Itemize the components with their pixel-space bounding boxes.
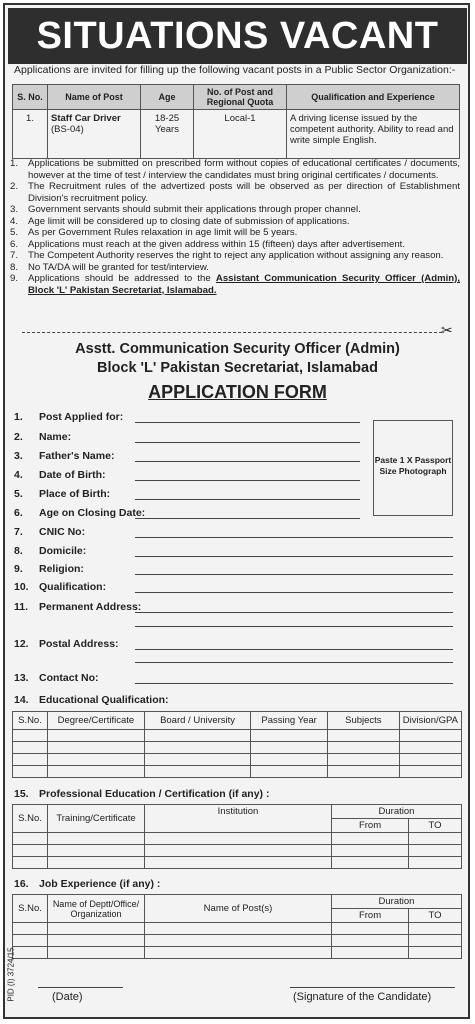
field-religion [14,563,84,575]
section-professional [14,788,269,800]
field-number: 3. [14,450,23,462]
field-number: 10. [14,581,29,593]
field-number: 15. [14,788,29,800]
post-name: Staff Car Driver [51,113,121,124]
list-item [10,227,460,239]
list-item [10,239,460,251]
professional-table [12,804,462,869]
signature-label: (Signature of the Candidate) [293,991,432,1003]
field-label: Domicile: [39,545,87,557]
table-row[interactable] [13,935,462,947]
date-line[interactable] [38,987,123,988]
date-label: (Date) [52,991,83,1003]
field-label: Age on Closing Date: [39,507,146,519]
address-line-2: Block 'L' Pakistan Secretariat, Islamabad [97,360,378,376]
table-row[interactable] [13,754,462,766]
table-row[interactable] [13,730,462,742]
col-header: Name of Deptt/Office/ Organization [48,895,145,923]
field-number: 9. [14,563,23,575]
field-qualification [14,581,106,593]
field-label: Father's Name: [39,450,115,462]
item-text: Government servants should submit their applications through proper channel. [28,204,361,215]
col-header: Division/GPA [399,712,461,730]
col-header-quota: No. of Post and Regional Quota [194,85,287,110]
list-item [10,262,460,274]
cell-post [48,110,141,159]
name-field[interactable] [135,442,360,443]
item-text: The Recruitment rules of the advertized posts will be observed as per direction of Establishment Division's recruitment policy. [28,181,460,204]
cell-sno: 1. [13,110,48,159]
item-number: 9. [10,273,19,284]
field-label: CNIC No: [39,526,86,538]
signature-line[interactable] [290,987,455,988]
dob-field[interactable] [135,480,360,481]
col-header: Duration [332,895,462,909]
field-label: Educational Qualification: [39,694,169,706]
field-domicile [14,545,86,557]
list-item [10,216,460,228]
photo-box: Paste 1 X Passport Size Photograph [373,420,453,516]
field-postal-address [14,638,119,650]
list-item [10,250,460,262]
permanent-address-field[interactable] [135,612,453,613]
field-label: Date of Birth: [39,469,106,481]
list-item [10,158,460,181]
field-father-name [14,450,114,462]
col-header: Subjects [327,712,399,730]
item-number: 2. [10,181,19,192]
col-header: Passing Year [251,712,328,730]
domicile-field[interactable] [135,556,453,557]
age-field[interactable] [135,518,360,519]
form-title-text: APPLICATION FORM [148,382,327,402]
field-label: Name: [39,431,72,443]
experience-table [12,894,462,959]
item-number: 6. [10,238,19,250]
instructions-list [10,158,460,296]
field-label: Place of Birth: [39,488,111,500]
item-number: 1. [10,158,19,169]
field-number: 1. [14,411,23,423]
list-item [10,273,460,296]
col-header-qualification: Qualification and Experience [287,85,460,110]
field-permanent-address [14,601,141,613]
field-label: Job Experience (if any) : [39,878,161,890]
col-header-post: Name of Post [48,85,141,110]
post-applied-field[interactable] [135,422,360,423]
field-label: Post Applied for: [39,411,124,423]
list-item [10,204,460,216]
note9-text: Applications should be addressed to the [28,273,211,284]
addressee: Assistant Communication Security Officer (Admin), Block 'L' Pakistan Secretariat, Islamabad. [28,273,460,296]
item-number: 4. [10,215,19,227]
cell-quota: Local-1 [194,110,287,159]
cut-line [22,332,442,333]
field-number: 4. [14,469,23,481]
item-number: 3. [10,204,19,215]
table-row[interactable] [13,857,462,869]
item-text: No TA/DA will be granted for test/interview. [28,261,209,273]
col-header: Training/Certificate [48,805,145,833]
field-number: 12. [14,638,29,650]
pid-number: PID (I) 3724/15 [6,947,16,1002]
col-header: From [332,909,409,923]
col-header-age: Age [141,85,194,110]
field-number: 2. [14,431,23,443]
field-number: 7. [14,526,23,538]
field-number: 14. [14,694,29,706]
list-item [10,181,460,204]
intro-text: Applications are invited for filling up the following vacant posts in a Public Sector Organization:- [14,64,456,76]
table-row[interactable] [13,923,462,935]
col-header: S.No. [13,712,48,730]
col-header: Degree/Certificate [47,712,144,730]
col-header: From [332,819,409,833]
item-text: Applications be submitted on prescribed form without copies of educational certificates / documents, however at the time of test / interview the candidates must bring original certificates / documents. [28,158,460,181]
table-row [13,110,460,159]
field-number: 16. [14,878,29,890]
scissors-icon: ✂ [441,322,453,338]
table-row[interactable] [13,947,462,959]
section-education [14,694,169,706]
table-row[interactable] [13,742,462,754]
item-number: 8. [10,261,19,273]
col-header: Institution [145,805,332,833]
field-label: Postal Address: [39,638,119,650]
pob-field[interactable] [135,499,360,500]
item-number: 5. [10,227,19,238]
field-label: Contact No: [39,672,99,684]
qualification-field[interactable] [135,592,453,593]
field-name [14,431,71,443]
field-age [14,507,145,519]
col-header: S.No. [13,895,48,923]
col-header: Duration [332,805,462,819]
vacancy-table [12,84,460,159]
table-row[interactable] [13,845,462,857]
permanent-address-field[interactable] [135,626,453,627]
col-header: Name of Post(s) [145,895,332,923]
cnic-field[interactable] [135,537,453,538]
postal-address-field[interactable] [135,662,453,663]
field-number: 11. [14,601,29,613]
col-header: TO [409,819,462,833]
item-text [28,273,460,296]
contact-field[interactable] [135,683,453,684]
education-table [12,711,462,778]
form-title [0,382,475,403]
item-text: Age limit will be considered up to closing date of submission of applications. [28,215,350,227]
field-contact [14,672,99,684]
father-name-field[interactable] [135,461,360,462]
field-label: Professional Education / Certification (if any) : [39,788,270,800]
table-row[interactable] [13,833,462,845]
col-header-sno: S. No. [13,85,48,110]
field-cnic [14,526,85,538]
religion-field[interactable] [135,574,453,575]
field-number: 6. [14,507,23,519]
cell-qualification: A driving license issued by the competent authority. Ability to read and write simple English. [287,110,460,159]
item-number: 7. [10,250,19,261]
col-header: Board / University [144,712,250,730]
cell-age: 18-25 Years [141,110,194,159]
field-number: 5. [14,488,23,500]
field-post-applied [14,411,123,423]
field-dob [14,469,106,481]
field-label: Permanent Address: [39,601,142,613]
item-text: The Competent Authority reserves the right to reject any application without assigning any reason. [28,250,444,261]
item-text: Applications must reach at the given address within 15 (fifteen) days after advertisement. [28,238,406,250]
field-number: 8. [14,545,23,557]
postal-address-field[interactable] [135,649,453,650]
table-row[interactable] [13,766,462,778]
section-job-experience [14,878,160,890]
col-header: S.No. [13,805,48,833]
post-grade: (BS-04) [51,124,84,135]
col-header: TO [409,909,462,923]
field-pob [14,488,110,500]
address-line-1: Asstt. Communication Security Officer (Admin) [75,341,400,357]
field-label: Qualification: [39,581,107,593]
item-text: As per Government Rules relaxation in age limit will be 5 years. [28,227,298,238]
field-label: Religion: [39,563,84,575]
field-number: 13. [14,672,29,684]
page-title: SITUATIONS VACANT [8,8,467,64]
